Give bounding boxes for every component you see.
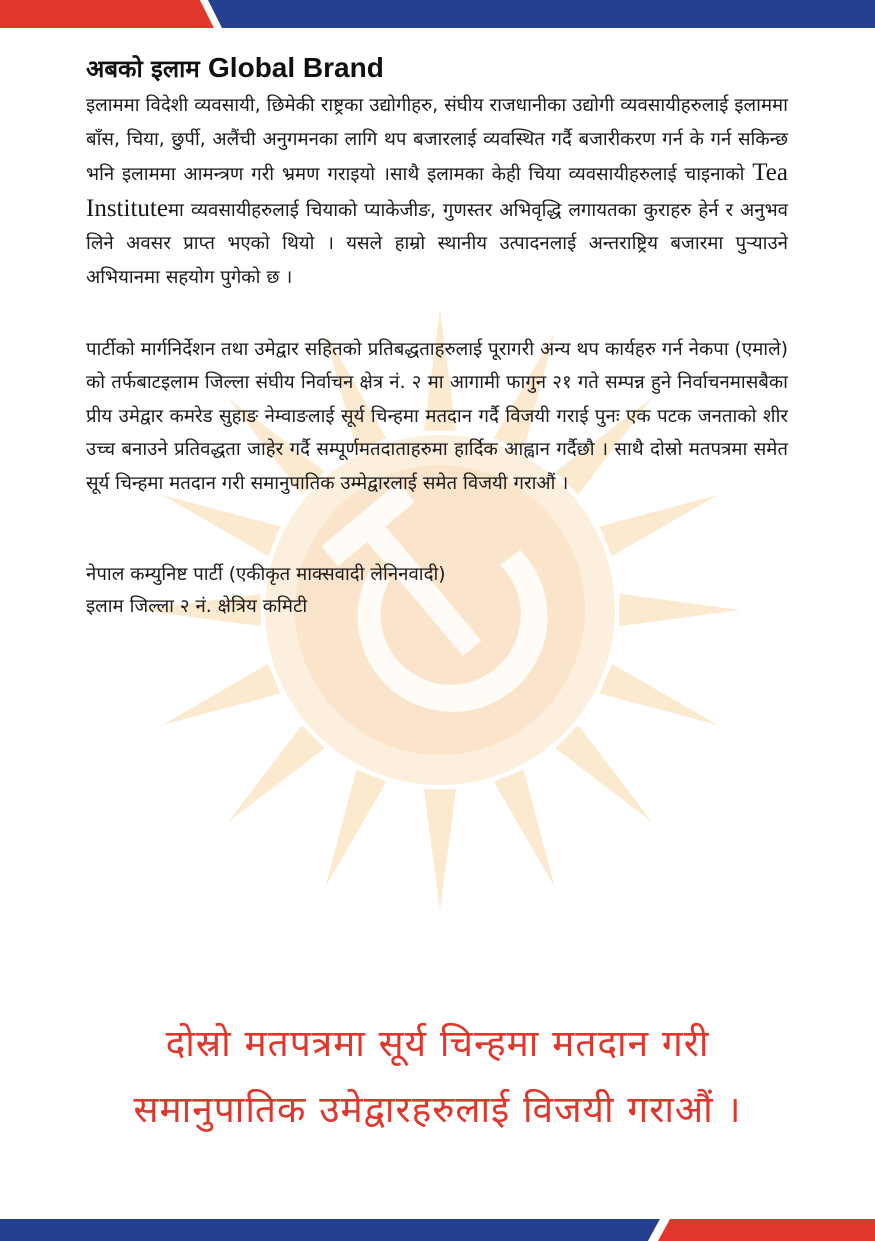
paragraph-global-brand [86,89,788,295]
top-band [0,0,875,28]
slogan-line-1: दोस्रो मतपत्रमा सूर्य चिन्हमा मतदान गरी [165,1022,710,1065]
signature-committee: इलाम जिल्ला २ नं. क्षेत्रिय कमिटी [86,595,308,617]
slogan-line-2: समानुपातिक उमेद्वारहरुलाई विजयी गराऔं । [133,1088,742,1131]
sun-ray [494,769,555,887]
sun-ray [163,664,281,725]
title-nepali: अबको इलाम [86,55,200,83]
letter-body [86,52,788,623]
signature-party: नेपाल कम्युनिष्ट पार्टी (एकीकृत माक्सवादी लेनिनवादी) [86,563,446,585]
sun-ray [325,769,386,887]
para1-tea-institute: Tea Institute [86,159,788,222]
sun-ray [555,725,652,822]
sun-ray [228,725,325,822]
sun-ray [424,789,456,910]
para1-part2: मा व्यवसायीहरुलाई चियाको प्याकेजीङ, गुणस्तर अभिवृद्धि लगायतका कुराहरु हेर्न र अनुभव लिने अवसर प्राप्त भएको थियो । यसले हाम्रो स्थानीय उत्पादनलाई अन्तराष्ट्रिय बजारमा पुऱ्याउने अभियानमा सहयोग पुगेको छ । [86,199,788,288]
para1-part1: इलाममा विदेशी व्यवसायी, छिमेकी राष्ट्रका उद्योगीहरु, संघीय राजधानीका उद्योगी व्यवसायीहरुलाई इलाममा बाँस, चिया, छुर्पी, अलैंची अनुगमनका लागि थप बजारलाई व्यवस्थित गर्दै बजारीकरण गर्न के गर्न सकिन्छ भनि इलाममा आमन्त्रण गरी भ्रमण गराइयो ।साथै इलामका केही चिया व्यवसायीहरुलाई चाइनाको [86,95,788,186]
title-latin: Global Brand [208,52,384,83]
page-title [86,52,788,85]
sun-ray [599,664,717,725]
paragraph-appeal: पार्टीको मार्गनिर्देशन तथा उमेद्वार सहितको प्रतिबद्धताहरुलाई पूरागरी अन्य थप कार्यहरु गर्न नेकपा (एमाले) को तर्फबाटइलाम जिल्ला संघीय निर्वाचन क्षेत्र नं. २ मा आगामी फागुन २१ गते सम्पन्न हुने निर्वाचनमासबैका प्रीय उमेद्वार कमरेड सुहाङ नेम्वाङलाई सूर्य चिन्हमा मतदान गर्दै विजयी गराई पुनः एक पटक जनताको शीर उच्च बनाउने प्रतिवद्धता जाहेर गर्दै सम्पूर्णमतदाताहरुमा हार्दिक आह्वान गर्दैछौ । साथै दोस्रो मतपत्रमा समेत सूर्य चिन्हमा मतदान गरी समानुपातिक उम्मेद्वारलाई समेत विजयी गराऔं । [86,338,788,494]
bottom-band [0,1219,875,1241]
